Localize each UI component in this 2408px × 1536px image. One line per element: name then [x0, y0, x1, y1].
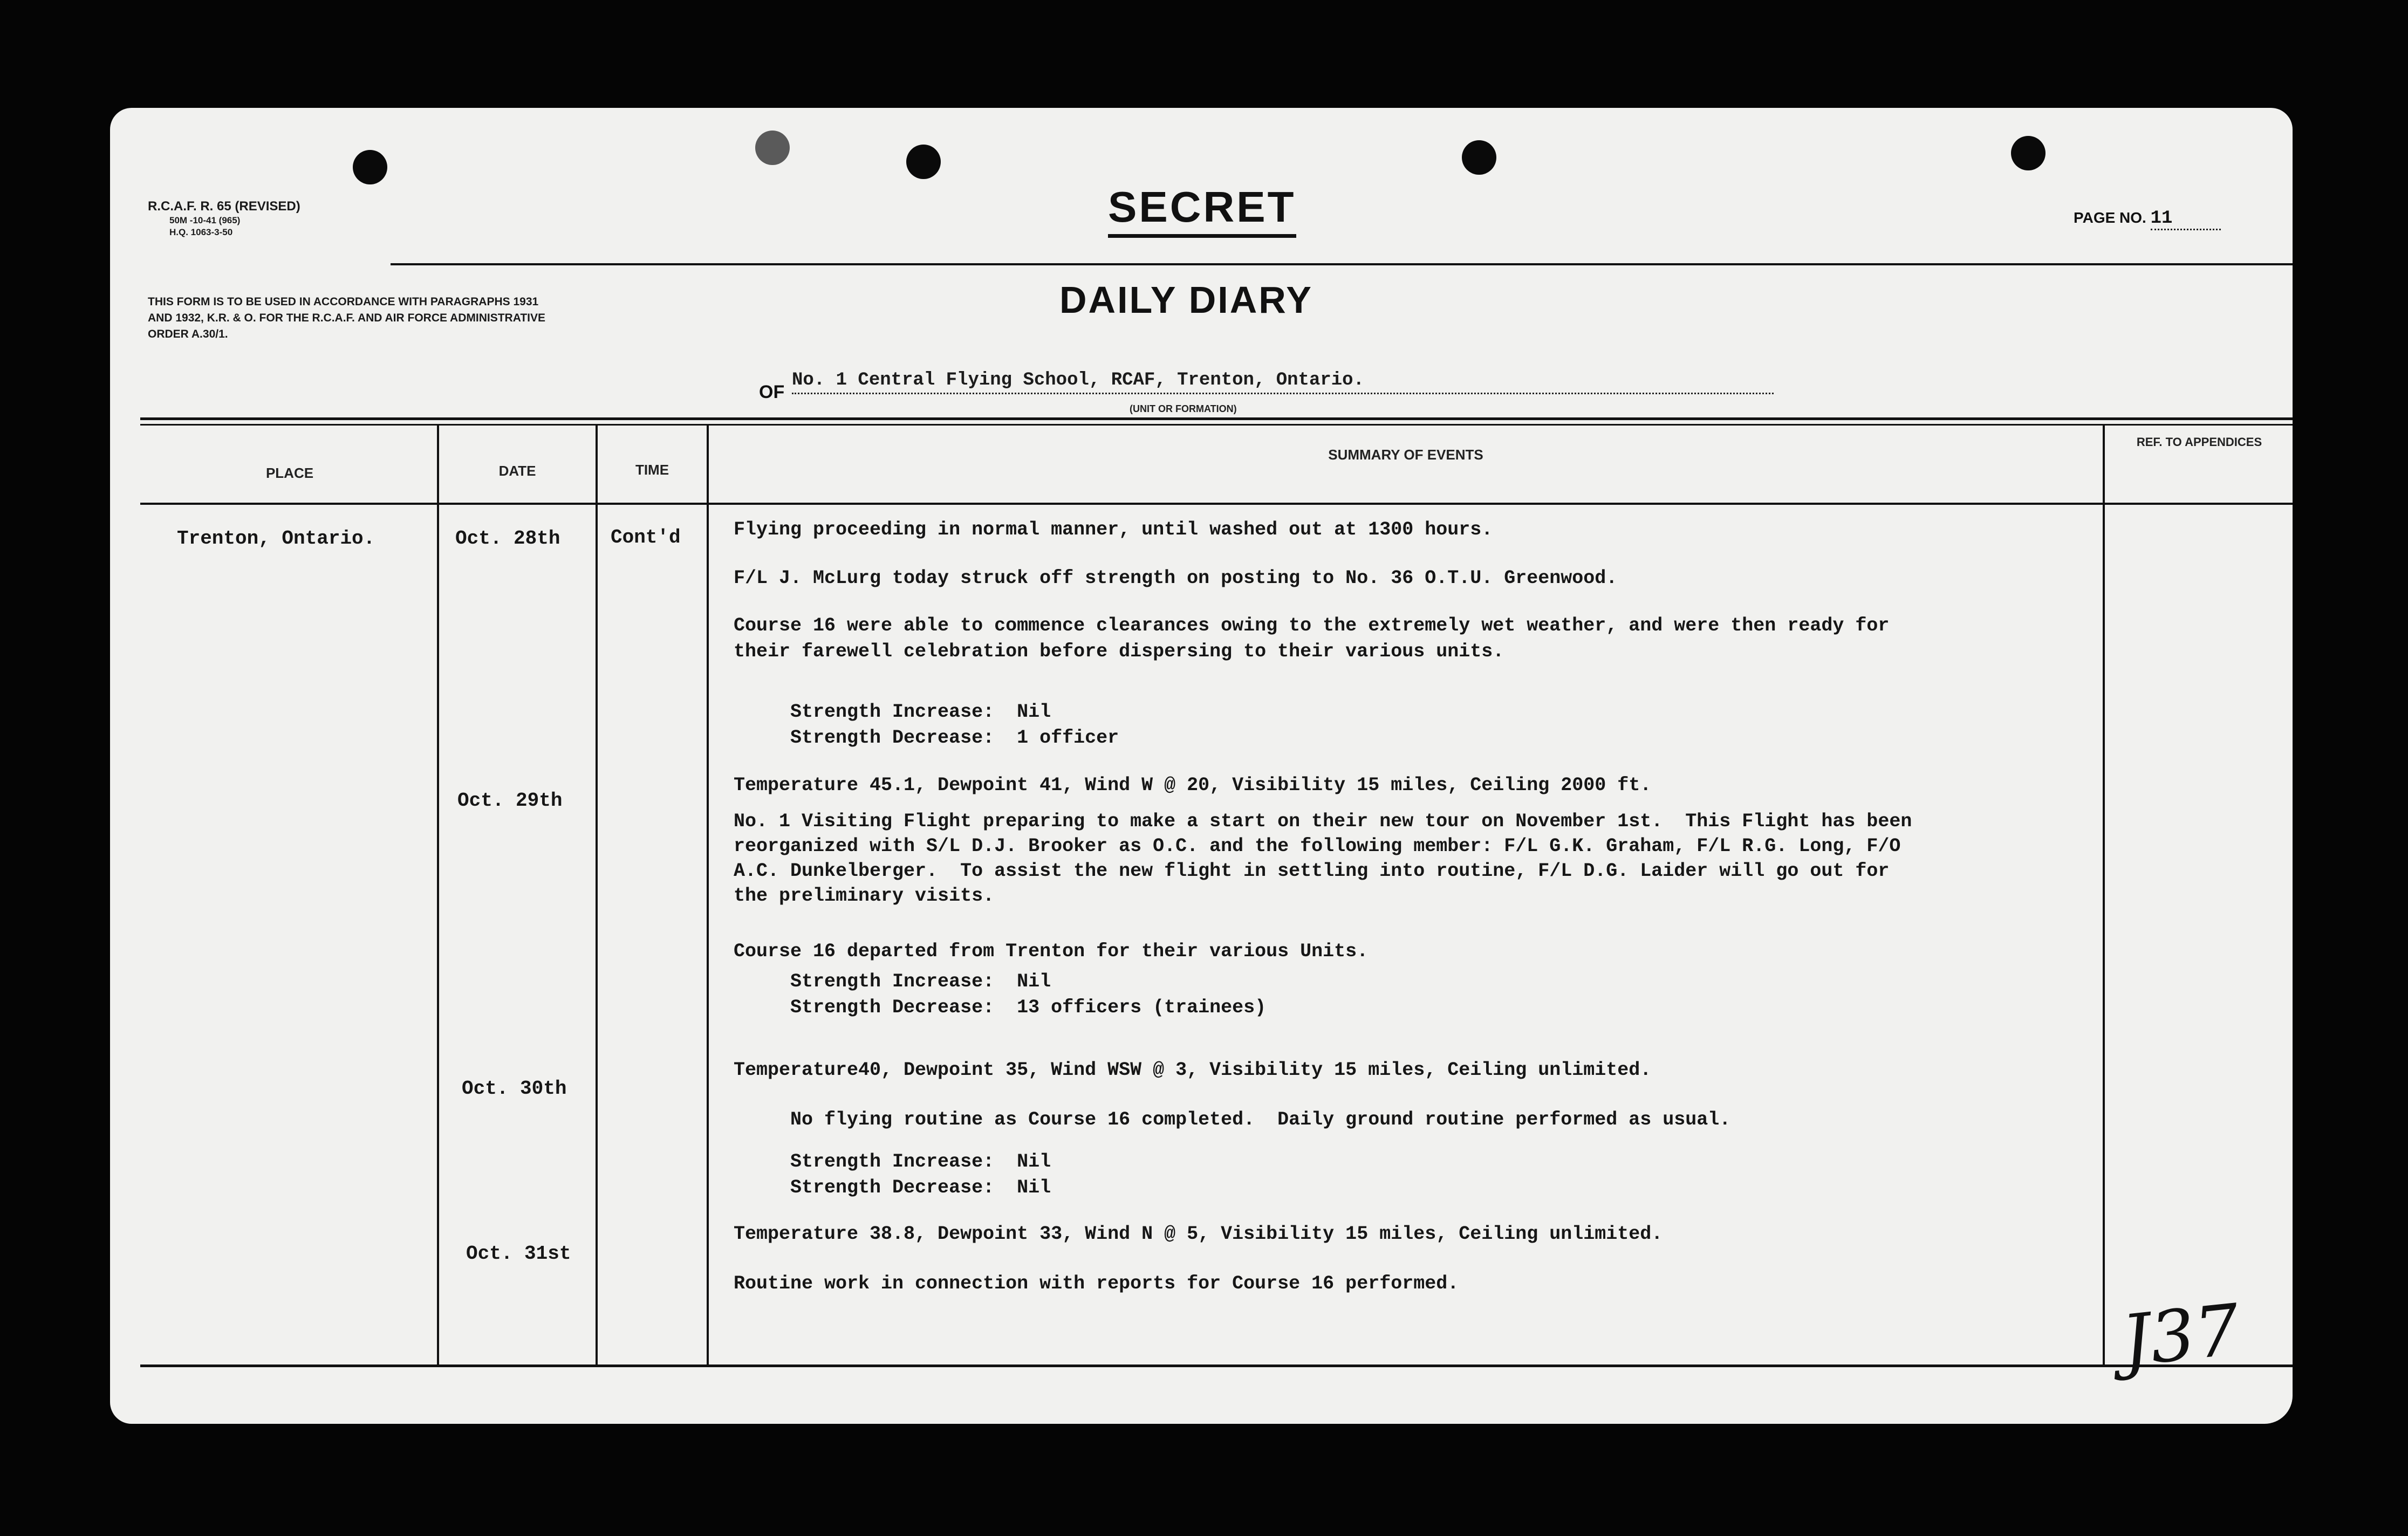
unit-caption: (UNIT OR FORMATION): [1130, 403, 1237, 414]
punch-hole: [353, 150, 387, 184]
diary-title: DAILY DIARY: [1059, 279, 1313, 321]
summary-entry: Strength Increase: Nil Strength Decrease: 1 officer: [790, 701, 1119, 749]
column-header-ref: REF. TO APPENDICES: [2136, 435, 2262, 449]
date-cell: Oct. 28th: [455, 527, 560, 550]
punch-hole: [906, 145, 941, 179]
punch-hole: [755, 131, 790, 165]
header-rule: [391, 263, 2293, 265]
column-header-summary: SUMMARY OF EVENTS: [1328, 447, 1483, 463]
table-top-rule: [140, 417, 2293, 420]
summary-entry: Course 16 departed from Trenton for their various Units.: [734, 941, 1369, 962]
date-cell: Oct. 29th: [457, 790, 563, 812]
column-header-date: DATE: [498, 463, 536, 479]
column-divider: [437, 425, 439, 1366]
table-top-rule-2: [140, 424, 2293, 426]
summary-entry: Temperature40, Dewpoint 35, Wind WSW @ 3, Visibility 15 miles, Ceiling unlimited.: [734, 1059, 1652, 1081]
summary-entry: Temperature 45.1, Dewpoint 41, Wind W @ 20, Visibility 15 miles, Ceiling 2000 ft.: [734, 774, 1652, 796]
summary-entry: Strength Increase: Nil Strength Decrease: Nil: [790, 1151, 1051, 1198]
unit-name: No. 1 Central Flying School, RCAF, Trenton, Ontario.: [792, 370, 1774, 394]
summary-entry: Course 16 were able to commence clearances owing to the extremely wet weather, and were then ready for their farewell celebration before dispersing to their various units.: [734, 615, 1890, 662]
column-divider: [707, 425, 709, 1366]
form-code-line: 50M -10-41 (965): [169, 215, 241, 225]
date-cell: Oct. 31st: [466, 1243, 571, 1265]
unit-of-label: OF: [759, 382, 785, 402]
classification-heading: SECRET: [1108, 182, 1296, 238]
form-instructions: THIS FORM IS TO BE USED IN ACCORDANCE WITH PARAGRAPHS 1931 AND 1932, K.R. & O. FOR THE R.C.A.F. AND AIR FORCE ADMINISTRATIVE ORDER A.30/1.: [148, 296, 545, 340]
column-divider: [2103, 425, 2105, 1366]
handwritten-reference: J37: [2118, 1288, 2243, 1382]
column-header-place: PLACE: [265, 465, 314, 481]
table-header-rule: [140, 503, 2293, 505]
summary-entry: Flying proceeding in normal manner, until washed out at 1300 hours.: [734, 519, 1493, 540]
page-number-label: PAGE NO.: [2074, 209, 2146, 226]
page-number: [2074, 208, 2221, 230]
punch-hole: [2011, 136, 2046, 170]
form-code-line: R.C.A.F. R. 65 (REVISED): [148, 199, 300, 214]
diary-sheet: [110, 108, 2293, 1424]
summary-entry: No. 1 Visiting Flight preparing to make a start on their new tour on November 1st. This Flight has been reorganized with S/L D.J. Brooker as O.C. and the following member: F/L G.K. Graham, F/L R.G. Long, F/O A.C. Dunkelberger. To assist the new flight in settling into routine, F/L D.G. Laider will go out for the preliminary visits.: [734, 811, 1912, 907]
table-bottom-rule: [140, 1364, 2293, 1367]
summary-entry: Routine work in connection with reports for Course 16 performed.: [734, 1273, 1459, 1294]
column-header-time: TIME: [635, 462, 669, 478]
form-code-line: H.Q. 1063-3-50: [169, 227, 233, 237]
summary-entry: Temperature 38.8, Dewpoint 33, Wind N @ 5, Visibility 15 miles, Ceiling unlimited.: [734, 1223, 1663, 1245]
place-cell: Trenton, Ontario.: [177, 527, 375, 550]
punch-hole: [1462, 140, 1496, 175]
summary-entry: Strength Increase: Nil Strength Decrease: 13 officers (trainees): [790, 971, 1267, 1018]
column-divider: [596, 425, 598, 1366]
summary-entry: No flying routine as Course 16 completed. Daily ground routine performed as usual.: [734, 1109, 1731, 1130]
form-code: [148, 198, 300, 238]
date-cell: Oct. 30th: [462, 1078, 567, 1100]
summary-entry: F/L J. McLurg today struck off strength on posting to No. 36 O.T.U. Greenwood.: [734, 567, 1618, 589]
time-cell: Cont'd: [611, 526, 681, 548]
page-number-value: 11: [2151, 208, 2221, 230]
